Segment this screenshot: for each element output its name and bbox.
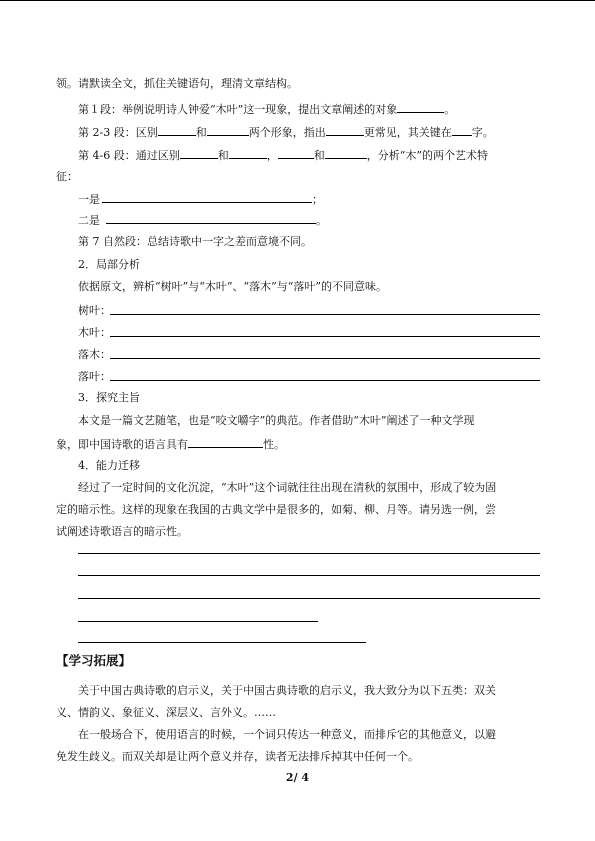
para-intro-continued: 领。请默读全文，抓住关键语句，理清文章结构。 xyxy=(56,77,298,90)
answer-line[interactable] xyxy=(78,598,540,599)
text: 性。 xyxy=(263,438,285,451)
answer-line[interactable] xyxy=(110,380,540,381)
text: 第 4-6 段：通过区别 xyxy=(78,149,180,162)
blank-field[interactable] xyxy=(325,147,367,159)
blank-field[interactable] xyxy=(452,124,472,136)
extension-para1-line1: 关于中国古典诗歌的启示义，关于中国古典诗歌的启示义，我大致分为以下五类：双关 xyxy=(78,684,496,697)
term-label: 树叶： xyxy=(78,304,111,317)
text: ， xyxy=(266,149,278,162)
answer-line[interactable] xyxy=(110,358,540,359)
heading-local-analysis: 2．局部分析 xyxy=(78,258,140,271)
section-title-extension: 【学习拓展】 xyxy=(56,653,132,668)
term-label: 落木： xyxy=(78,348,111,361)
text: 象，即中国诗歌的语言具有 xyxy=(56,438,188,451)
text: 第 2-3 段：区别 xyxy=(78,126,158,139)
blank-field[interactable] xyxy=(326,124,364,136)
text: 和 xyxy=(195,126,207,139)
blank-field[interactable] xyxy=(106,212,316,224)
answer-line[interactable] xyxy=(78,642,366,643)
text: ，分析“木”的两个艺术特 xyxy=(366,149,488,162)
extension-para2-line2: 免发生歧义。而双关却是让两个意义并存，读者无法排斥掉其中任何一个。 xyxy=(56,750,419,763)
blank-field[interactable] xyxy=(158,124,196,136)
text: 。 xyxy=(316,214,327,227)
structure-para-4-6-cont: 征： xyxy=(56,170,78,183)
answer-line[interactable] xyxy=(78,575,540,576)
theme-para-line1: 本文是一篇文艺随笔，也是“咬文嚼字”的典范。作者借助“木叶”阐述了一种文学现 xyxy=(78,414,475,427)
structure-para-7: 第 7 自然段：总结诗歌中一字之差而意境不同。 xyxy=(78,235,312,248)
extension-para1-line2: 义、情韵义、象征义、深层义、言外义。…… xyxy=(56,706,276,719)
structure-para-2-3 xyxy=(78,124,494,140)
answer-line[interactable] xyxy=(110,336,540,337)
blank-field[interactable] xyxy=(229,147,267,159)
local-analysis-prompt: 依据原文，辨析“树叶”与“木叶”、“落木”与“落叶”的不同意味。 xyxy=(78,280,387,293)
text: 和 xyxy=(217,149,229,162)
feature-one xyxy=(78,191,323,207)
term-label: 落叶： xyxy=(78,370,111,383)
structure-para-1 xyxy=(78,101,455,117)
transfer-para-line3: 试阐述诗歌语言的暗示性。 xyxy=(56,525,188,538)
text: 二是 xyxy=(78,214,100,227)
feature-two xyxy=(78,212,327,228)
header-rule xyxy=(0,0,595,1)
heading-transfer: 4．能力迁移 xyxy=(78,459,140,472)
blank-field[interactable] xyxy=(397,101,444,113)
text: 。 xyxy=(444,103,456,116)
blank-field[interactable] xyxy=(102,191,312,203)
term-label: 木叶： xyxy=(78,326,111,339)
answer-line[interactable] xyxy=(110,314,540,315)
text: 一是 xyxy=(78,193,100,206)
text: 第１段：举例说明诗人钟爱“木叶”这一现象，提出文章阐述的对象 xyxy=(78,103,398,116)
theme-para-line2 xyxy=(56,436,285,452)
blank-field[interactable] xyxy=(278,147,314,159)
answer-line[interactable] xyxy=(78,553,540,554)
text: ； xyxy=(312,193,323,206)
blank-field[interactable] xyxy=(180,147,218,159)
extension-para2-line1: 在一般场合下，使用语言的时候，一个词只传达一种意义，而排斥它的其他意义，以避 xyxy=(78,728,496,741)
page-number: 2/ 4 xyxy=(285,771,310,784)
text: 和 xyxy=(313,149,325,162)
structure-para-4-6 xyxy=(78,147,488,163)
transfer-para-line2: 定的暗示性。这样的现象在我国的古典文学中是很多的，如菊、柳、月等。请另选一例，尝 xyxy=(56,503,496,516)
transfer-para-line1: 经过了一定时间的文化沉淀，“木叶”这个词就往往出现在清秋的氛围中，形成了较为固 xyxy=(78,481,497,494)
text: 两个形象，指出 xyxy=(248,126,326,139)
answer-line[interactable] xyxy=(78,621,318,622)
text: 字。 xyxy=(471,126,494,139)
heading-theme: 3．探究主旨 xyxy=(78,391,140,404)
text: 更常见，其关键在 xyxy=(363,126,452,139)
blank-field[interactable] xyxy=(207,124,249,136)
blank-field[interactable] xyxy=(188,436,263,448)
